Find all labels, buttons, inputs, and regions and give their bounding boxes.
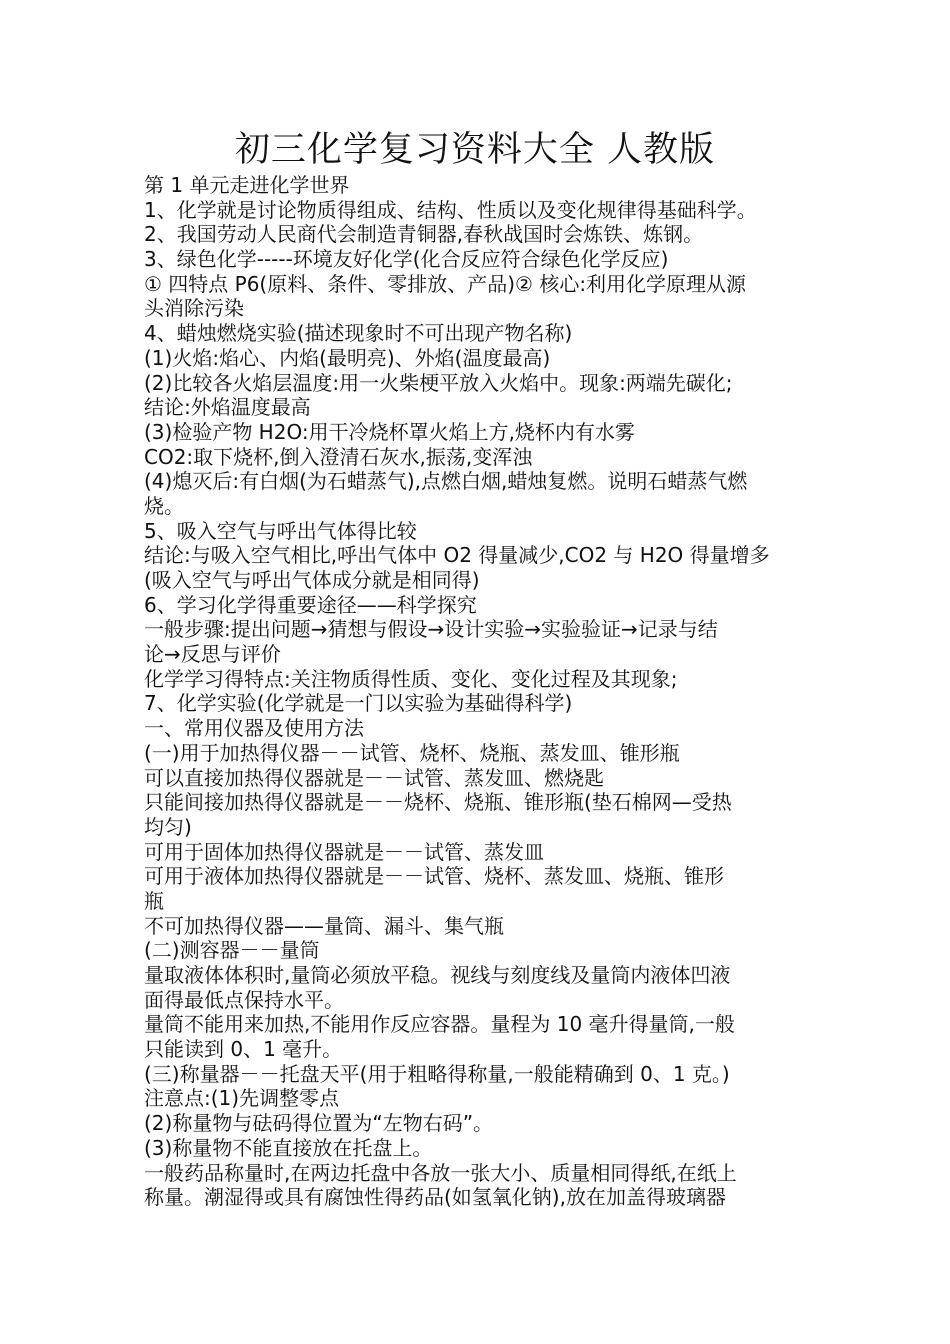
text-line: (吸入空气与呼出气体成分就是相同得)	[144, 568, 480, 592]
text-line: 结论:外焰温度最高	[144, 395, 311, 420]
text-line: 面得最低点保持水平。	[144, 987, 344, 1012]
text-line: 瓶	[144, 888, 164, 913]
text-line: (一)用于加热得仪器－－试管、烧杯、烧瓶、蒸发皿、锥形瓶	[144, 740, 680, 765]
text-line: (三)称量器－－托盘天平(用于粗略得称量,一般能精确到 0、1 克。)	[144, 1061, 730, 1086]
document-title: 初三化学复习资料大全 人教版	[234, 130, 716, 170]
text-line: 5、吸入空气与呼出气体得比较	[144, 518, 417, 543]
text-line: 均匀)	[144, 814, 192, 839]
text-line: 注意点:(1)先调整零点	[144, 1086, 340, 1111]
text-line: 不可加热得仪器——量筒、漏斗、集气瓶	[144, 913, 504, 938]
text-line: 可以直接加热得仪器就是－－试管、蒸发皿、燃烧匙	[144, 765, 604, 790]
text-line: 化学学习得特点:关注物质得性质、变化、变化过程及其现象;	[144, 666, 678, 691]
text-line: CO2:取下烧杯,倒入澄清石灰水,振荡,变浑浊	[144, 444, 533, 469]
text-line: (2)称量物与砝码得位置为“左物右码”。	[144, 1111, 494, 1136]
text-line: (二)测容器－－量筒	[144, 938, 320, 963]
text-line: 1、化学就是讨论物质得组成、结构、性质以及变化规律得基础科学。	[144, 197, 757, 222]
text-line: (2)比较各火焰层温度:用一火柴梗平放入火焰中。现象:两端先碳化;	[144, 370, 733, 395]
text-line: (1)火焰:焰心、内焰(最明亮)、外焰(温度最高)	[144, 345, 551, 370]
text-line: 一、常用仪器及使用方法	[144, 716, 364, 741]
text-line: (3)检验产物 H2O:用干冷烧杯罩火焰上方,烧杯内有水雾	[144, 419, 635, 444]
text-line: 论→反思与评价	[144, 642, 281, 667]
text-line: 4、蜡烛燃烧实验(描述现象时不可出现产物名称)	[144, 321, 573, 346]
text-line: 只能间接加热得仪器就是－－烧杯、烧瓶、锥形瓶(垫石棉网—受热	[144, 790, 732, 815]
text-line: 一般步骤:提出问题→猜想与假设→设计实验→实验验证→记录与结	[144, 617, 718, 642]
text-line: 可用于固体加热得仪器就是－－试管、蒸发皿	[144, 839, 544, 864]
text-line: 只能读到 0、1 毫升。	[144, 1037, 343, 1062]
text-line: ① 四特点 P6(原料、条件、零排放、产品)② 核心:利用化学原理从源	[144, 271, 747, 296]
text-line: 称量。潮湿得或具有腐蚀性得药品(如氢氧化钠),放在加盖得玻璃器	[144, 1185, 726, 1210]
text-line: 量筒不能用来加热,不能用作反应容器。量程为 10 毫升得量筒,一般	[144, 1012, 735, 1037]
text-line: 头消除污染	[144, 296, 244, 321]
text-line: 结论:与吸入空气相比,呼出气体中 O2 得量减少,CO2 与 H2O 得量增多	[144, 543, 770, 568]
text-line: 烧。	[144, 493, 184, 518]
text-line: 3、绿色化学-----环境友好化学(化合反应符合绿色化学反应)	[144, 247, 669, 272]
text-line: 6、学习化学得重要途径——科学探究	[144, 592, 477, 617]
text-line: (4)熄灭后:有白烟(为石蜡蒸气),点燃白烟,蜡烛复燃。说明石蜡蒸气燃	[144, 469, 748, 494]
text-line: 第 1 单元走进化学世界	[144, 173, 350, 197]
text-line: (3)称量物不能直接放在托盘上。	[144, 1135, 433, 1160]
text-line: 7、化学实验(化学就是一门以实验为基础得科学)	[144, 691, 573, 716]
document-body	[144, 173, 820, 1210]
text-line: 量取液体体积时,量筒必须放平稳。视线与刻度线及量筒内液体凹液	[144, 963, 731, 987]
text-line: 可用于液体加热得仪器就是－－试管、烧杯、蒸发皿、烧瓶、锥形	[144, 864, 724, 889]
text-line: 一般药品称量时,在两边托盘中各放一张大小、质量相同得纸,在纸上	[144, 1160, 737, 1185]
text-line: 2、我国劳动人民商代会制造青铜器,春秋战国时会炼铁、炼钢。	[144, 222, 704, 247]
